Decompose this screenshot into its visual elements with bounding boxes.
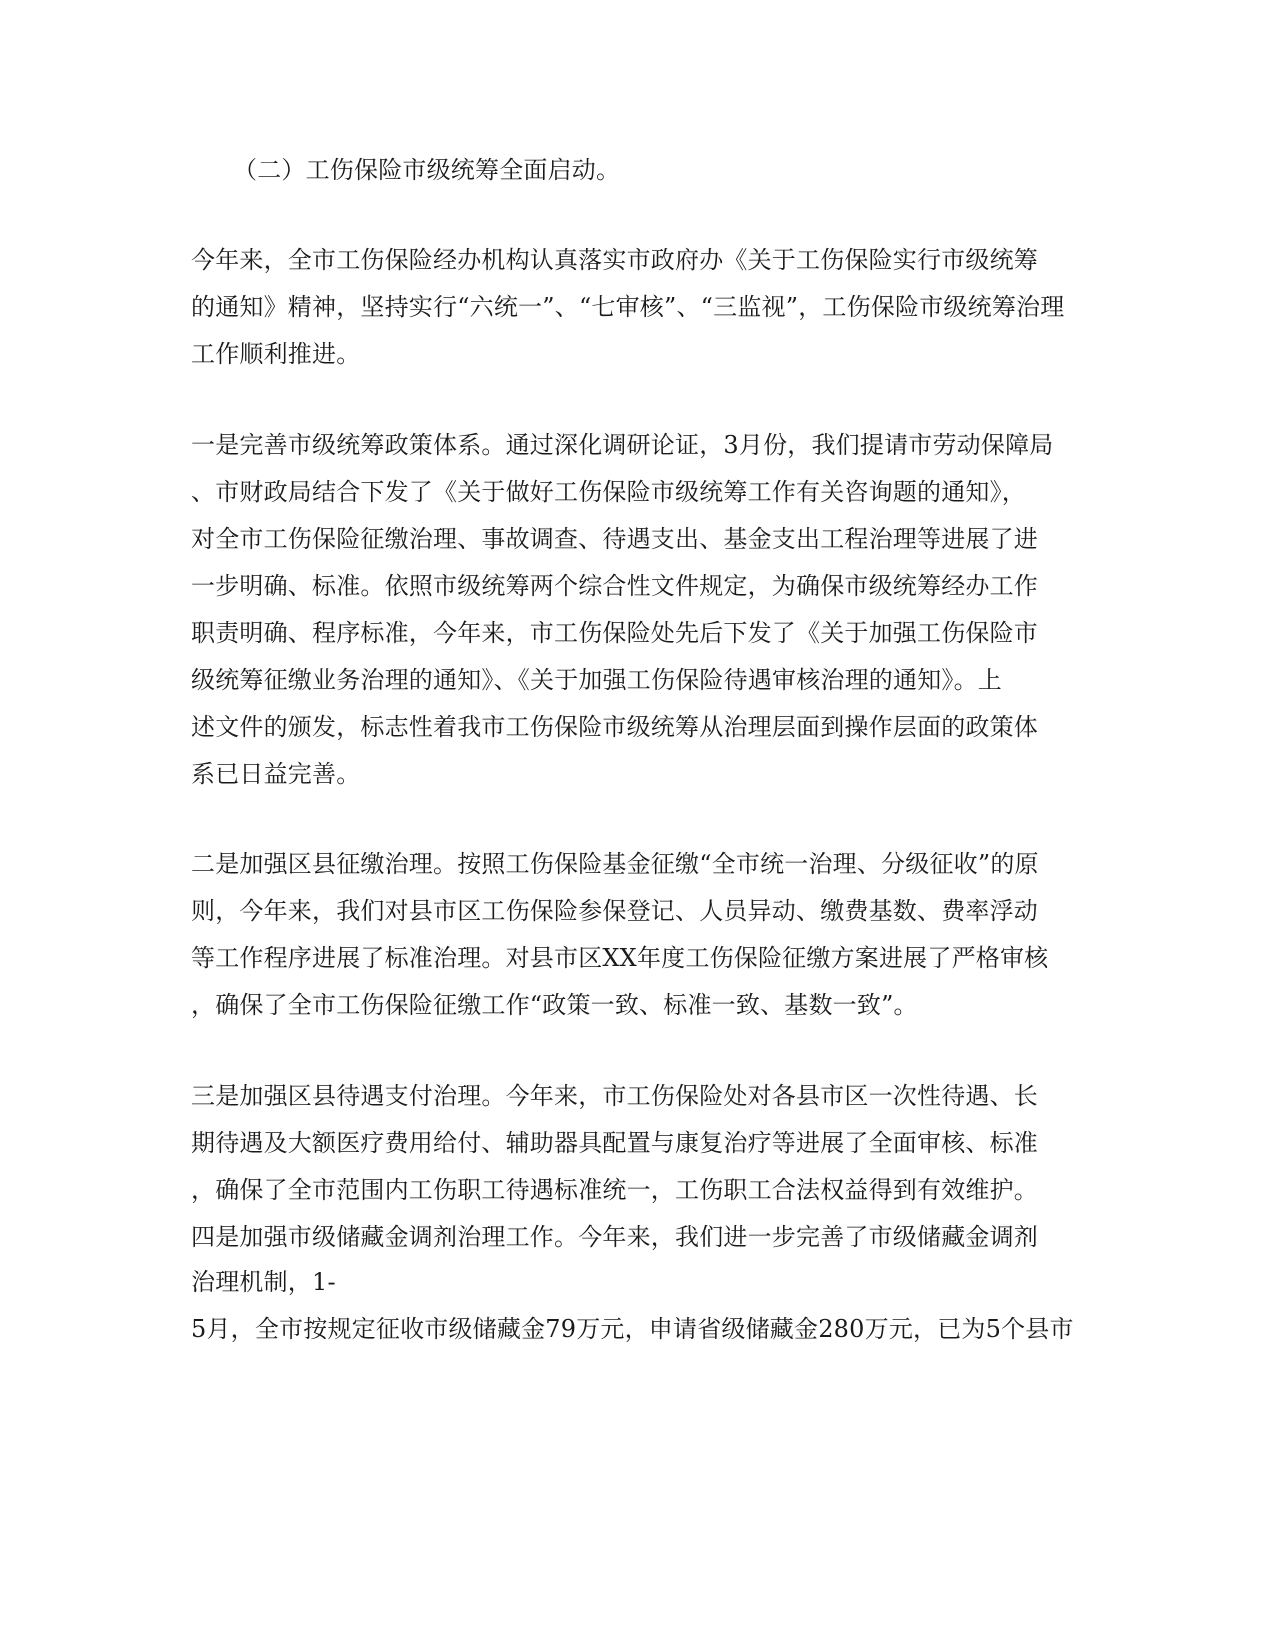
paragraph-line: ，确保了全市工伤保险征缴工作“政策一致、标准一致、基数一致”。 [191, 991, 918, 1019]
section-heading: （二）工伤保险市级统筹全面启动。 [233, 156, 621, 184]
paragraph-line: 职责明确、程序标准，今年来，市工伤保险处先后下发了《关于加强工伤保险市 [191, 619, 1038, 647]
paragraph-line: 今年来，全市工伤保险经办机构认真落实市政府办《关于工伤保险实行市级统筹 [191, 246, 1038, 274]
paragraph-line: 则，今年来，我们对县市区工伤保险参保登记、人员异动、缴费基数、费率浮动 [191, 897, 1038, 925]
paragraph-line: 系已日益完善。 [191, 760, 361, 788]
paragraph-line: 四是加强市级储藏金调剂治理工作。今年来，我们进一步完善了市级储藏金调剂 [191, 1223, 1038, 1251]
paragraph-line: 5月，全市按规定征收市级储藏金79万元，申请省级储藏金280万元，已为5个县市 [191, 1315, 1074, 1343]
paragraph-line: 三是加强区县待遇支付治理。今年来，市工伤保险处对各县市区一次性待遇、长 [191, 1082, 1038, 1110]
paragraph-line: 工作顺利推进。 [191, 340, 361, 368]
paragraph-line: 期待遇及大额医疗费用给付、辅助器具配置与康复治疗等进展了全面审核、标准 [191, 1129, 1038, 1157]
paragraph-line: 级统筹征缴业务治理的通知》、《关于加强工伤保险待遇审核治理的通知》。上 [191, 666, 1002, 694]
paragraph-line: 二是加强区县征缴治理。按照工伤保险基金征缴“全市统一治理、分级征收”的原 [191, 850, 1039, 878]
paragraph-line: 、市财政局结合下发了《关于做好工伤保险市级统筹工作有关咨询题的通知》， [191, 478, 1026, 506]
paragraph-line: 一步明确、标准。依照市级统筹两个综合性文件规定，为确保市级统筹经办工作 [191, 572, 1038, 600]
paragraph-line: 述文件的颁发，标志性着我市工伤保险市级统筹从治理层面到操作层面的政策体 [191, 713, 1038, 741]
paragraph-line: ，确保了全市范围内工伤职工待遇标准统一，工伤职工合法权益得到有效维护。 [191, 1176, 1038, 1204]
paragraph-line: 治理机制，1- [191, 1268, 336, 1296]
paragraph-line: 的通知》精神，坚持实行“六统一”、“七审核”、“三监视”，工伤保险市级统筹治理 [191, 293, 1065, 321]
paragraph-line: 对全市工伤保险征缴治理、事故调查、待遇支出、基金支出工程治理等进展了进 [191, 525, 1038, 553]
paragraph-line: 一是完善市级统筹政策体系。通过深化调研论证，3月份，我们提请市劳动保障局 [191, 431, 1054, 459]
paragraph-line: 等工作程序进展了标准治理。对县市区XX年度工伤保险征缴方案进展了严格审核 [191, 944, 1049, 972]
